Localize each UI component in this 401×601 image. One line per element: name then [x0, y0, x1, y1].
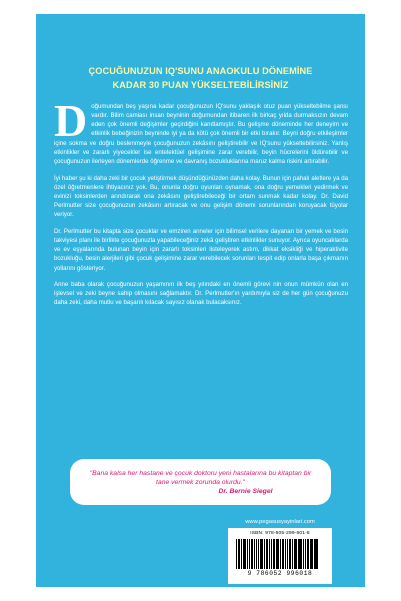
- barcode-bar: [285, 539, 286, 569]
- barcode-bar: [301, 539, 302, 569]
- endorsement-quote: "Bana kalsa her hastane ve çocuk doktoru yeni hastalarına bu kitaptan bir tane vermek zorunda olurdu.": [89, 470, 312, 486]
- barcode-bar: [312, 539, 313, 569]
- barcode-bar: [307, 539, 308, 569]
- blurb-paragraph-2: İyi haber şu ki daha zeki bir çocuk yetiştirmek düşündüğünüzden daha kolay. Bunun için pahalı aletlere ya da özel öğretmenlere ihtiyacınız yok. Bu, onunla doğru oyunları oynamak, ona doğru yemekleri yedirmek ve evinizi toksinlerden arındırarak ona zekâsını geliştirebileceği bir ortam sunmak kadar kolay. Dr. David Perlmutter size çocuğunuzun zekâsını artıracak ve onu gelişim dönemi sorunlarından koruyacak tüyolar veriyor.: [54, 174, 348, 219]
- barcode-bar: [280, 539, 281, 569]
- barcode-bars: [236, 539, 324, 569]
- barcode-digits: 9 786052 996018: [247, 570, 313, 577]
- blurb-paragraph-4: Anne baba olarak çocuğunuzun yaşamının ilk beş yılındaki en önemli görevi nin onun mümkün olan en işlevsel ve zeki beyne sahip olmasını sağlamaktır. Dr. Perlmutter'ın yardımıyla siz de her gün çocuğunuzu daha zeki, daha mutlu ve başarılı kılacak sayısız olanak bulacaksınız.: [54, 281, 348, 307]
- barcode-bar: [269, 539, 270, 569]
- headline: [36, 64, 365, 92]
- barcode-bar: [258, 539, 259, 569]
- headline-line-2: KADAR 30 PUAN YÜKSELTEBİLİRSİNİZ: [112, 80, 289, 90]
- barcode-bar: [296, 539, 297, 569]
- book-back-cover: [36, 14, 365, 587]
- barcode-bar: [317, 539, 318, 569]
- barcode-bar: [290, 539, 291, 569]
- blurb-paragraph-1-text: oğumundan beş yaşına kadar çocuğunuzun IQ'sunu yaklaşık otuz puan yükseltebilme şansı vardır. Bilim camiası insan beyninin doğumundan itibaren ilk birkaç yılda durmaksızın devam eden çok önemli değişimler geçirdiğini kanıtlamıştır. Bu gelişme döneminde her deneyim ve etkinlik bebeğinizin beyninde iyi ya da kötü çok önemli bir etki bırakır. Beyni doğru etkileşimler içine sokma ve doğru beslenmeyle çocuğunuzun zekâsını geliştirebilir ve IQ'sunu yükseltebilirsiniz. Yanlış etkinlikler ve zararlı yiyecekler ise entelektüel gelişimine zarar verebilir, beyin hücrelerini öldürebilir ve çocuğunuzun ilerleyen dönemlerde öğrenme ve davranış bozukluklarına maruz kalma riskini artırabilir.: [54, 103, 348, 165]
- endorsement-author: Dr. Bernie Siegel: [218, 488, 273, 495]
- publisher-website: www.pegasusyayinlari.com: [245, 519, 315, 525]
- barcode-bar: [264, 539, 265, 569]
- blurb-paragraph-1: [54, 95, 348, 166]
- barcode-bar: [236, 539, 237, 569]
- barcode: [228, 528, 332, 584]
- barcode-bar: [241, 539, 242, 569]
- drop-cap: D: [54, 95, 88, 146]
- barcode-bar: [247, 539, 248, 569]
- headline-line-1: ÇOCUĞUNUZUN IQ'SUNU ANAOKULU DÖNEMİNE: [88, 66, 313, 76]
- endorsement-quote-box: [70, 459, 331, 505]
- barcode-bar: [252, 539, 253, 569]
- blurb-paragraph-3: Dr. Perlmutter bu kitapta size çocuklar ve emziren anneler için bilimsel verilere dayanan bir yemek ve besin takviyesi planı ile birlikte çocuğunuzla yapabileceğiniz zekâ geliştiren etkinlikler sunuyor. Ayrıca oyuncaklarda ve ev eşyalarında bulunan beyin için zararlı toksinleri listeleyerek astım, dikkat eksikliği ve hiperaktivite bozukluğu, besin alerjileri gibi çocuk gelişimine zarar verebilecek sorunları tespit edip onlarla başa çıkmanın yollarını gösteriyor.: [54, 227, 348, 272]
- isbn-label: ISBN: 978-605-299-601-8: [250, 531, 310, 536]
- barcode-bar: [274, 539, 275, 569]
- blurb-body: [54, 95, 348, 315]
